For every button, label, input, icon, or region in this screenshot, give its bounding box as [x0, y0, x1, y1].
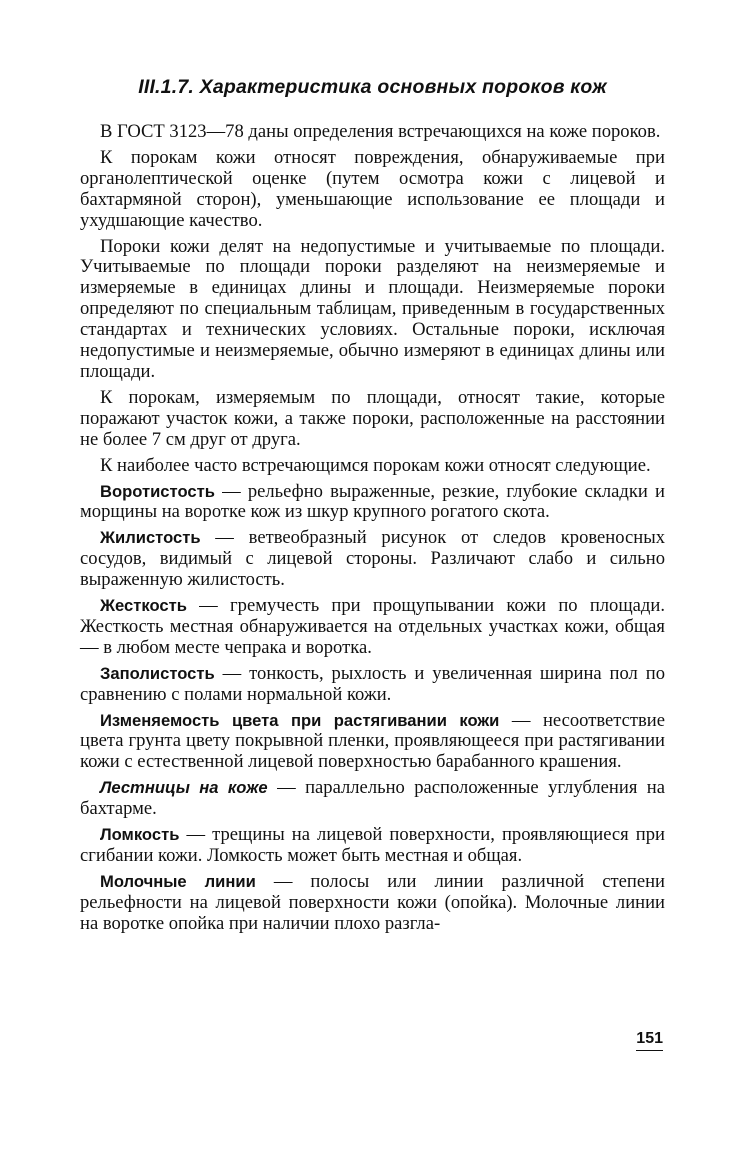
definition-zhilistost [80, 528, 665, 591]
paragraph-text: К порокам, измеряемым по площади, относят такие, которые поражают участок кожи, а также пороки, расположенные на расстоянии не более 7 см друг от друга. [80, 386, 665, 450]
defect-term: Молочные линии [100, 871, 256, 891]
page-number: 151 [636, 1029, 663, 1051]
defect-definition: — трещины на лицевой поверхности, проявляющиеся при сгибании кожи. Ломкость может быть местная и общая. [80, 824, 665, 866]
defect-definition: — несоответствие цвета грунта цвету покрывной пленки, проявляющееся при растягивании кожи с естественной лицевой поверхностью барабанного крашения. [80, 709, 665, 773]
defect-definition: — тонкость, рыхлость и увеличенная ширина пол по сравнению с полами нормальной кожи. [80, 662, 665, 705]
paragraph-gost-definitions [80, 122, 665, 143]
paragraph-text: В ГОСТ 3123—78 даны определения встречающихся на коже пороков. [100, 121, 661, 142]
paragraph-common-defects-intro [80, 456, 665, 477]
paragraph-text: К наиболее часто встречающимся порокам кожи относят следующие. [100, 454, 651, 476]
defect-definition: — ветвеобразный рисунок от следов кровеносных сосудов, видимый с лицевой стороны. Различают слабо и сильно выраженную жилистость. [80, 527, 665, 591]
defect-term: Воротистость [100, 481, 215, 501]
definition-vorotistost [80, 482, 665, 524]
definition-zhestkost [80, 596, 665, 659]
paragraph-text: Пороки кожи делят на недопустимые и учитываемые по площади. Учитываемые по площади пороки разделяют на неизмеряемые и измеряемые в единицах длины и площади. Неизмеряемые пороки определяют по специальным таблицам, приведенным в государственных стандартах и технических условиях. Остальные пороки, исключая недопустимые и неизмеряемые, обычно измеряют в единицах длины или площади. [80, 235, 665, 382]
defect-definition: — рельефно выраженные, резкие, глубокие складки и морщины на воротке кож из шкур крупного рогатого скота. [80, 480, 665, 523]
defect-term: Заполистость [100, 663, 215, 683]
defect-term: Жилистость [100, 528, 201, 548]
defect-term: Ломкость [100, 825, 180, 845]
paragraph-defects-classification [80, 237, 665, 383]
defect-definition: — параллельно расположенные углубления на бахтарме. [80, 777, 665, 820]
defect-term: Жесткость [100, 596, 187, 616]
defect-definition: — полосы или линии различной степени рельефности на лицевой поверхности кожи (опойка). Молочные линии на воротке опойка при наличии плохо разгла- [80, 870, 665, 934]
definition-milk-lines [80, 872, 665, 935]
definition-ladders [80, 778, 665, 820]
paragraph-area-defects [80, 388, 665, 451]
paragraph-text: К порокам кожи относят повреждения, обнаруживаемые при органолептической оценке (путем осмотра кожи с лицевой и бахтармяной сторон), уменьшающие использование ее площади и ухудшающие качество. [80, 146, 665, 231]
definition-color-change [80, 711, 665, 774]
definition-zapolistost [80, 664, 665, 706]
section-heading: III.1.7. Характеристика основных пороков кож [138, 76, 607, 98]
paragraph-defects-definition [80, 148, 665, 232]
defect-definition: — гремучесть при прощупывании кожи по площади. Жесткость местная обнаруживается на отдельных участках кожи, общая — в любом месте чепрака и воротка. [80, 595, 665, 658]
document-page [80, 74, 665, 940]
defect-term: Лестницы на коже [100, 778, 268, 798]
definition-lomkost [80, 825, 665, 867]
defect-term: Изменяемость цвета при растягивании кожи [100, 710, 500, 730]
